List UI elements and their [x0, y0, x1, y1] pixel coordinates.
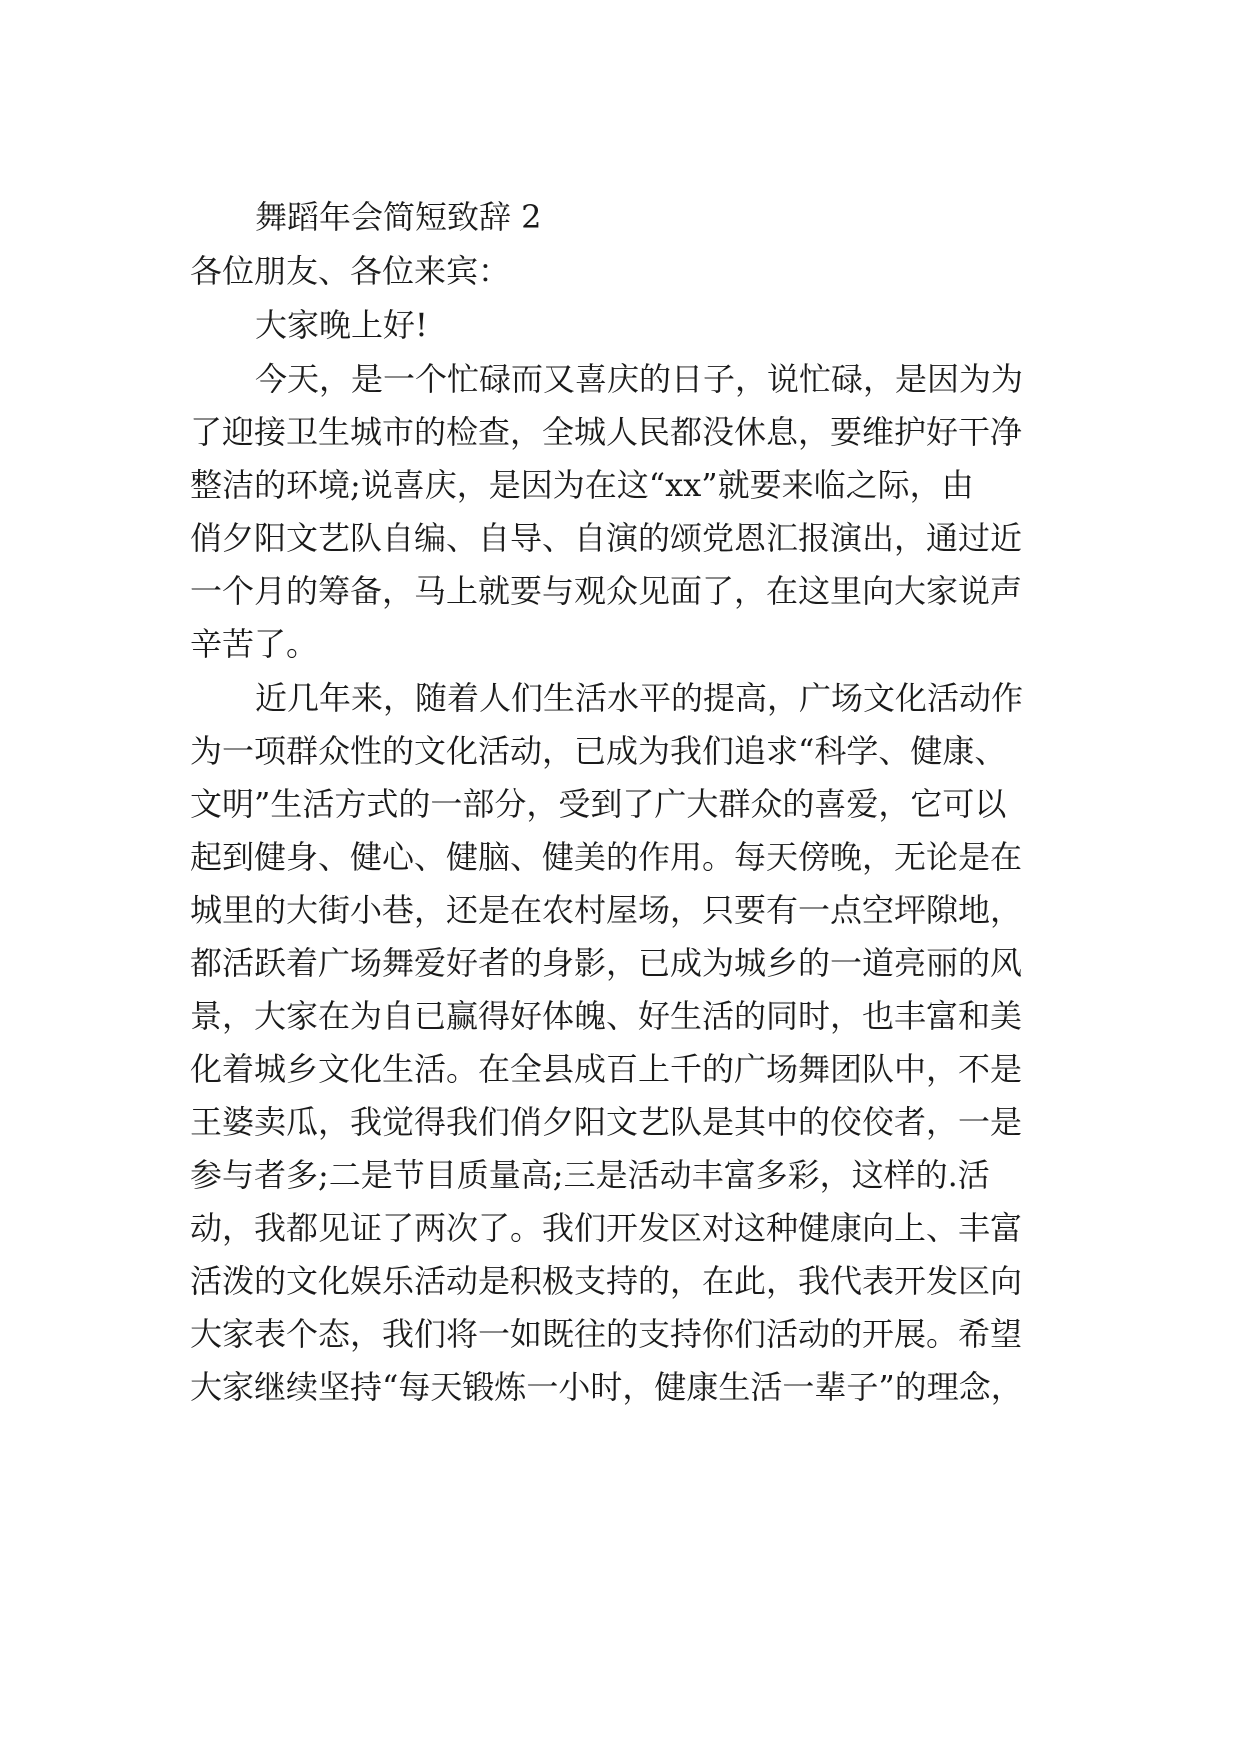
paragraph-line: 动，我都见证了两次了。我们开发区对这种健康向上、丰富 [190, 1209, 1023, 1247]
paragraph-line: 景，大家在为自已赢得好体魄、好生活的同时，也丰富和美 [190, 997, 1023, 1035]
paragraph-line: 整洁的环境;说喜庆，是因为在这“xx”就要来临之际，由 [190, 466, 974, 504]
paragraph-line: 近几年来，随着人们生活水平的提高，广场文化活动作 [255, 679, 1024, 717]
paragraph-line: 王婆卖瓜，我觉得我们俏夕阳文艺队是其中的佼佼者，一是 [190, 1103, 1023, 1141]
paragraph-line: 大家继续坚持“每天锻炼一小时，健康生活一辈子”的理念， [190, 1368, 1023, 1406]
paragraph-line: 大家表个态，我们将一如既往的支持你们活动的开展。希望 [190, 1315, 1023, 1353]
paragraph-line: 文明”生活方式的一部分，受到了广大群众的喜爱，它可以 [190, 785, 1007, 823]
paragraph-line: 俏夕阳文艺队自编、自导、自演的颂党恩汇报演出，通过近 [190, 519, 1023, 557]
salutation: 各位朋友、各位来宾： [190, 252, 511, 290]
paragraph-line: 为一项群众性的文化活动，已成为我们追求“科学、健康、 [190, 732, 1007, 770]
paragraph-line: 活泼的文化娱乐活动是积极支持的，在此，我代表开发区向 [190, 1262, 1023, 1300]
paragraph-line: 都活跃着广场舞爱好者的身影，已成为城乡的一道亮丽的风 [190, 944, 1023, 982]
paragraph-line: 一个月的筹备，马上就要与观众见面了，在这里向大家说声 [190, 572, 1023, 610]
paragraph-line: 今天，是一个忙碌而又喜庆的日子，说忙碌，是因为为 [255, 360, 1024, 398]
paragraph-line: 化着城乡文化生活。在全县成百上千的广场舞团队中，不是 [190, 1050, 1023, 1088]
paragraph-line: 参与者多;二是节目质量高;三是活动丰富多彩，这样的.活 [190, 1156, 990, 1194]
paragraph-line: 辛苦了。 [190, 625, 319, 663]
paragraph-line: 了迎接卫生城市的检查，全城人民都没休息，要维护好干净 [190, 413, 1023, 451]
greeting: 大家晚上好! [255, 306, 428, 344]
paragraph-line: 起到健身、健心、健脑、健美的作用。每天傍晚，无论是在 [190, 838, 1023, 876]
paragraph-line: 城里的大街小巷，还是在农村屋场，只要有一点空坪隙地， [190, 891, 1023, 929]
document-title: 舞蹈年会简短致辞 2 [255, 198, 542, 236]
